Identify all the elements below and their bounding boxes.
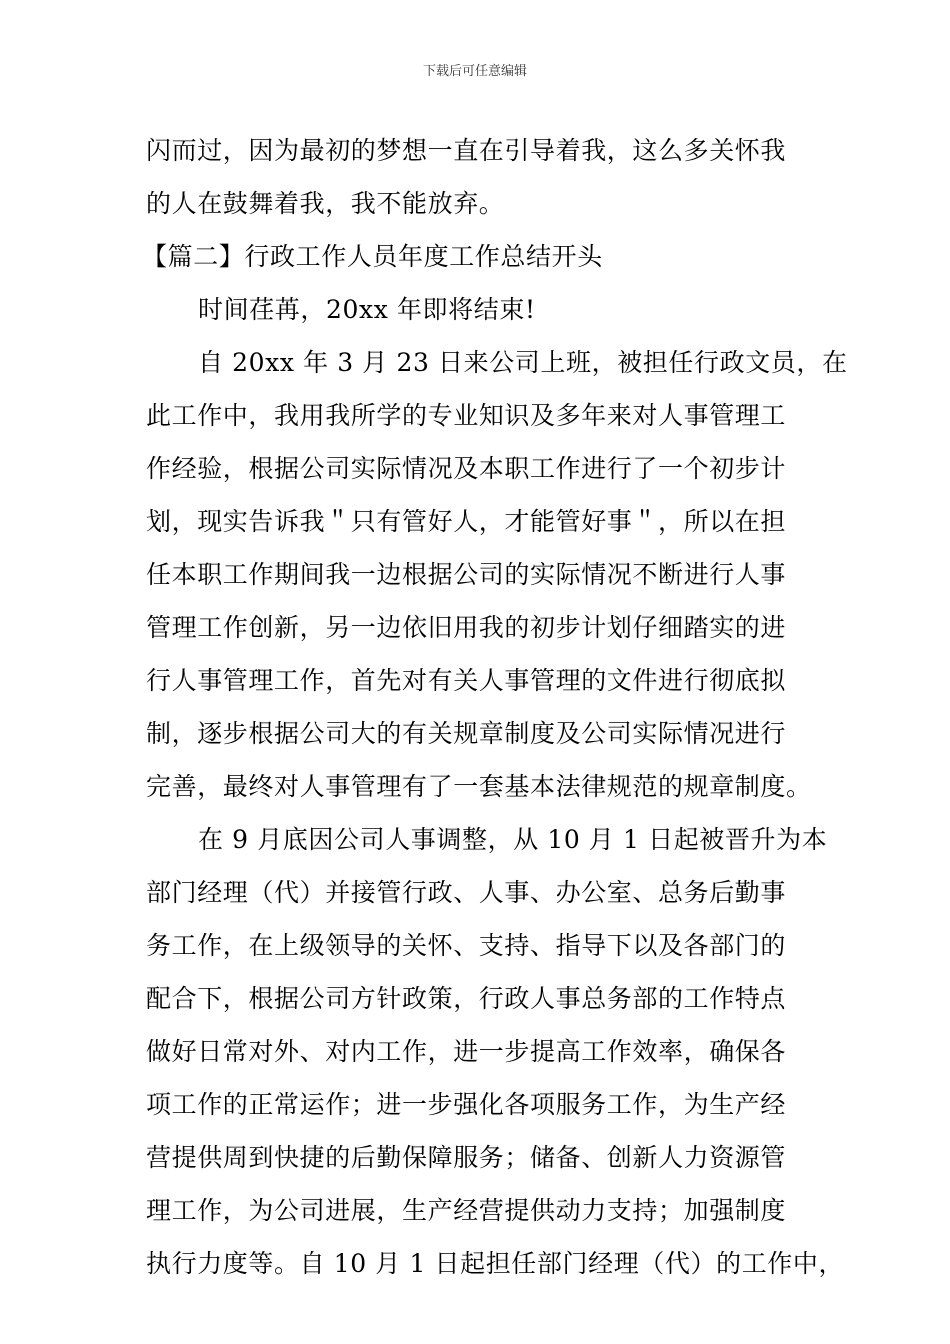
text-line: 任本职工作期间我一边根据公司的实际情况不断进行人事 [146, 560, 787, 589]
paragraph-start: 自 20xx 年 3 月 23 日来公司上班，被担任行政文员，在 [198, 348, 848, 377]
text-line: 的人在鼓舞着我，我不能放弃。 [146, 189, 505, 218]
text-line: 闪而过，因为最初的梦想一直在引导着我，这么多关怀我 [146, 136, 787, 165]
text-line: 时间荏苒，20xx 年即将结束! [198, 295, 536, 324]
text-line: 配合下，根据公司方针政策，行政人事总务部的工作特点 [146, 984, 787, 1013]
text-line: 制，逐步根据公司大的有关规章制度及公司实际情况进行 [146, 719, 787, 748]
text-line: 作经验，根据公司实际情况及本职工作进行了一个初步计 [146, 454, 787, 483]
text-line: 营提供周到快捷的后勤保障服务；储备、创新人力资源管 [146, 1143, 787, 1172]
text-line: 划，现实告诉我＂只有管好人，才能管好事＂，所以在担 [146, 507, 787, 536]
text-line: 管理工作创新，另一边依旧用我的初步计划仔细踏实的进 [146, 613, 787, 642]
text-line: 此工作中，我用我所学的专业知识及多年来对人事管理工 [146, 401, 787, 430]
text-line: 部门经理（代）并接管行政、人事、办公室、总务后勤事 [146, 878, 787, 907]
text-line: 理工作，为公司进展，生产经营提供动力支持；加强制度 [146, 1196, 787, 1225]
text-line: 务工作，在上级领导的关怀、支持、指导下以及各部门的 [146, 931, 787, 960]
section-heading: 【篇二】行政工作人员年度工作总结开头 [142, 242, 603, 271]
text-line: 完善，最终对人事管理有了一套基本法律规范的规章制度。 [146, 772, 812, 801]
text-line: 做好日常对外、对内工作，进一步提高工作效率，确保各 [146, 1037, 787, 1066]
text-line: 项工作的正常运作；进一步强化各项服务工作，为生产经 [146, 1090, 787, 1119]
document-body [142, 124, 848, 1290]
text-line: 执行力度等。自 10 月 1 日起担任部门经理（代）的工作中， [146, 1249, 845, 1278]
page-header: 下载后可任意编辑 [422, 64, 527, 79]
paragraph-start: 在 9 月底因公司人事调整，从 10 月 1 日起被晋升为本 [198, 825, 828, 854]
text-line: 行人事管理工作，首先对有关人事管理的文件进行彻底拟 [146, 666, 787, 695]
